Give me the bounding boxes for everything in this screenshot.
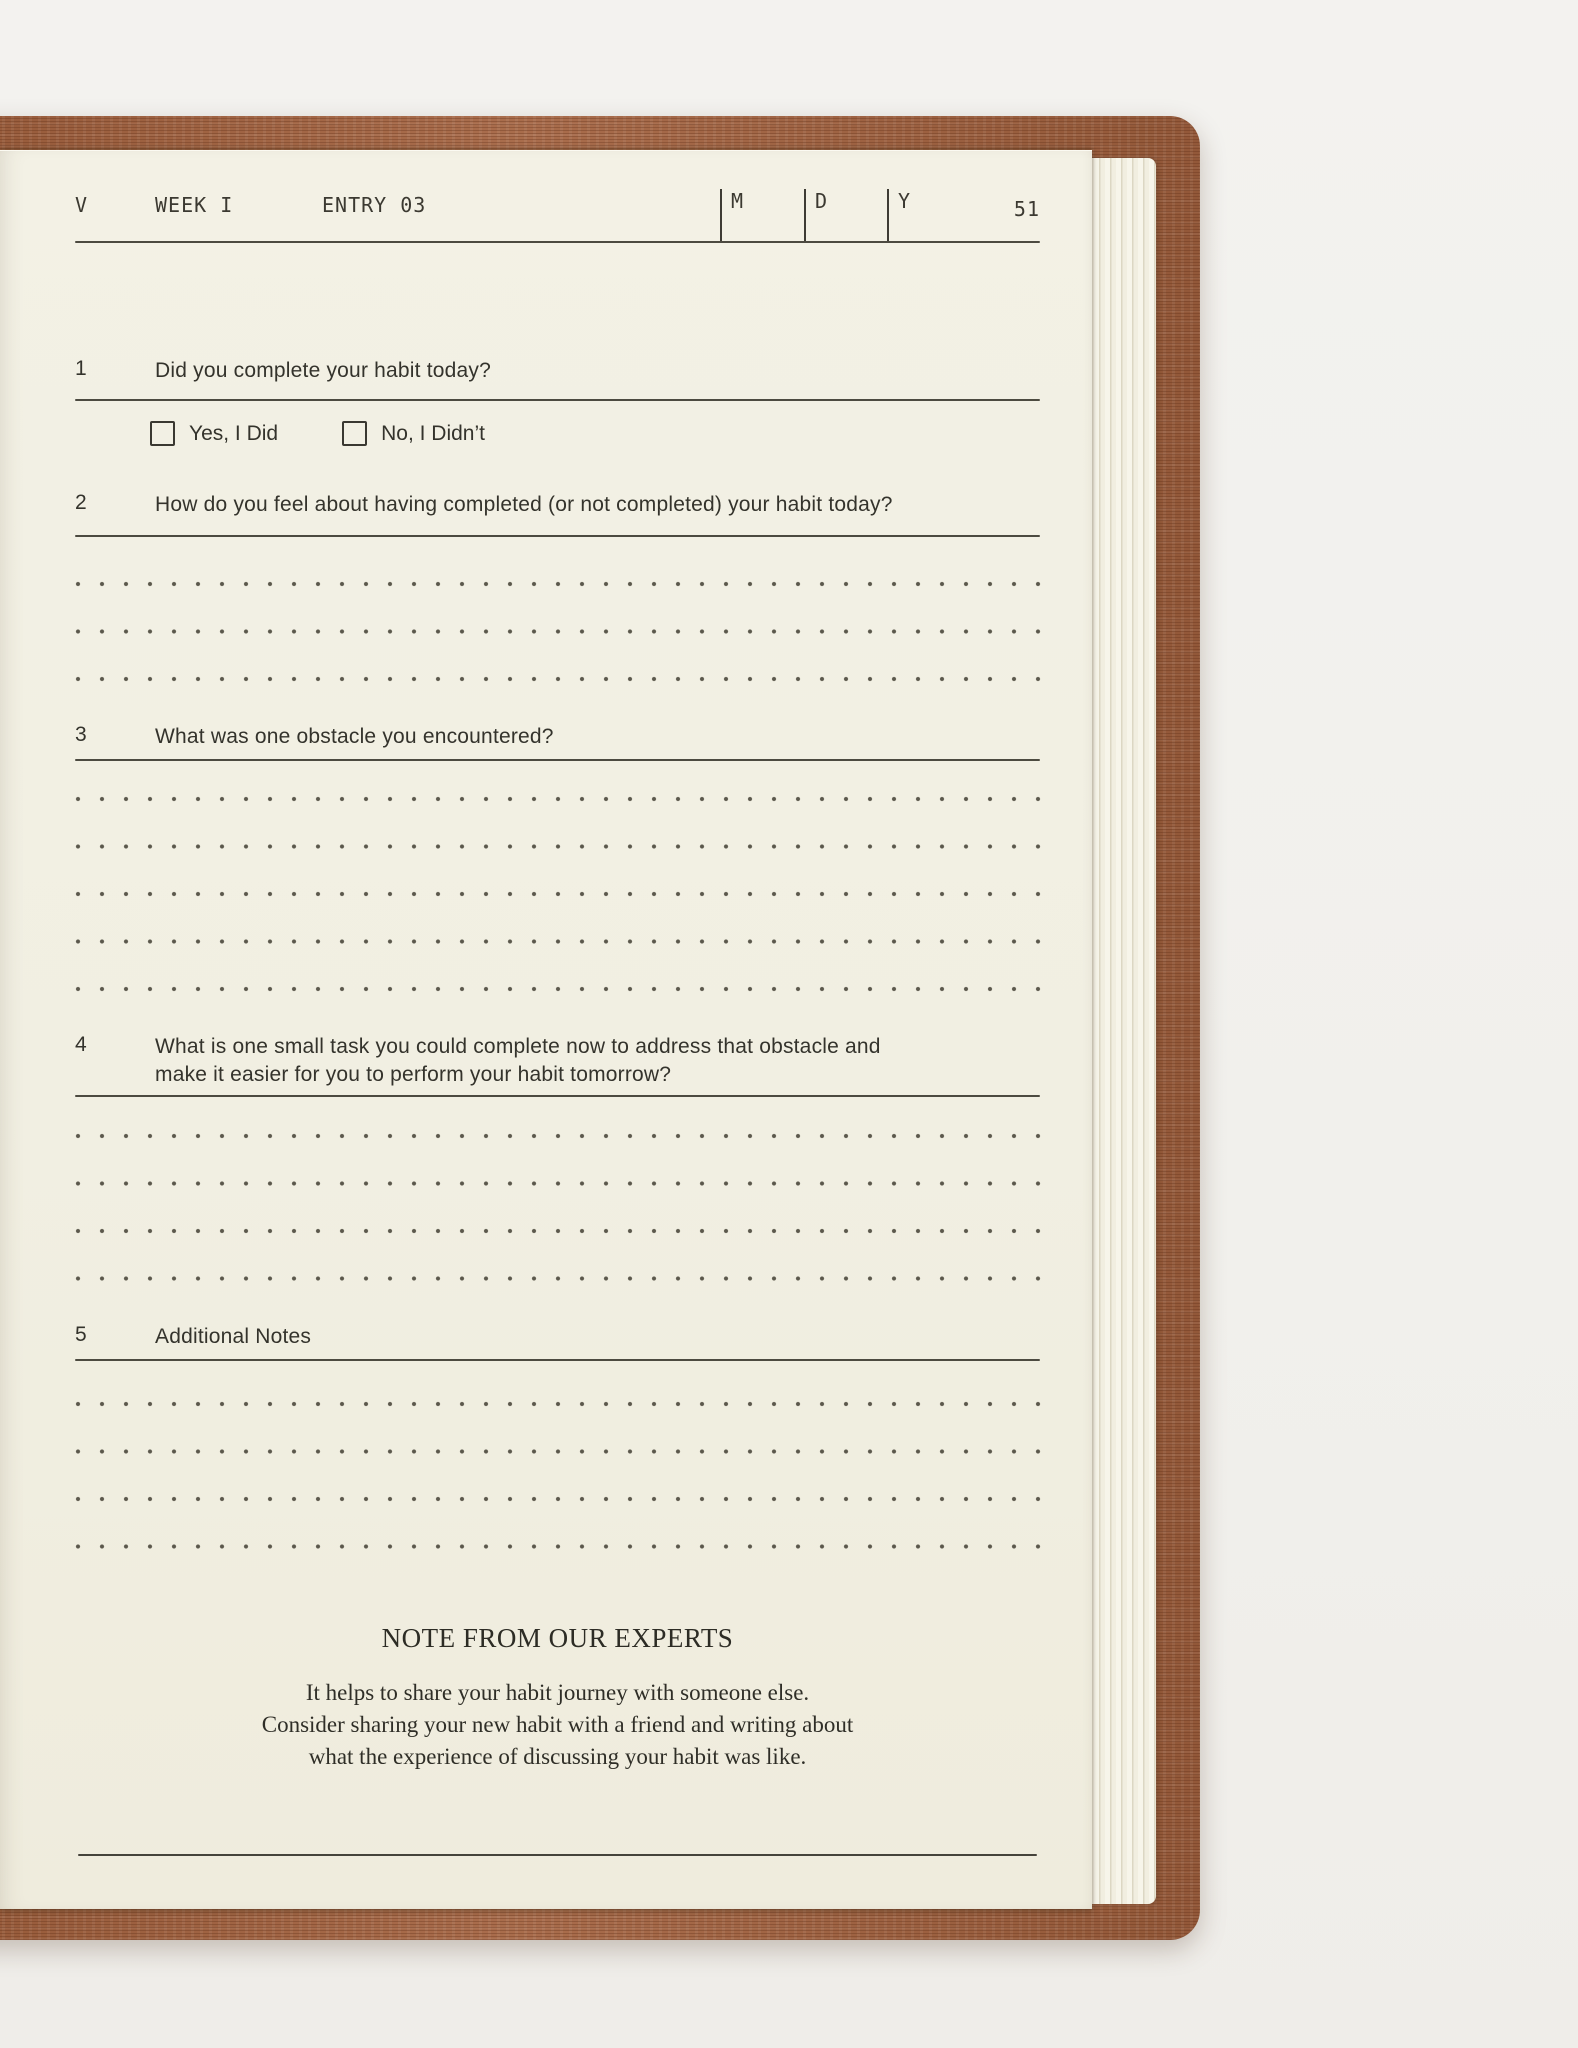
question-4-title xyxy=(155,1033,881,1089)
header-page-number: 51 xyxy=(1013,197,1040,221)
checkbox-no-label: No, I Didn’t xyxy=(381,421,485,445)
checkbox-yes[interactable] xyxy=(150,421,175,446)
question-5-answer-dots[interactable] xyxy=(75,1401,1041,1550)
date-field-day[interactable] xyxy=(804,189,887,241)
footer-divider xyxy=(78,1854,1037,1856)
question-1-title: Did you complete your habit today? xyxy=(155,359,491,382)
expert-note-line-1: It helps to share your habit journey with someone else. xyxy=(305,1680,810,1705)
question-4-title-line-2: make it easier for you to perform your habit tomorrow? xyxy=(155,1063,672,1086)
expert-note-line-3: what the experience of discussing your habit was like. xyxy=(308,1744,807,1769)
question-4-title-line-1: What is one small task you could complete now to address that obstacle and xyxy=(155,1035,881,1058)
question-4-answer-dots[interactable] xyxy=(75,1133,1041,1282)
question-4-number: 4 xyxy=(75,1033,87,1056)
header-volume: V xyxy=(75,193,89,217)
expert-note-line-2: Consider sharing your new habit with a friend and writing about xyxy=(261,1712,854,1737)
question-1-divider xyxy=(75,399,1040,401)
question-5-divider xyxy=(75,1359,1040,1361)
question-2-answer-dots[interactable] xyxy=(75,581,1041,682)
question-5-title: Additional Notes xyxy=(155,1325,312,1348)
header-divider xyxy=(75,241,1040,243)
question-3-title: What was one obstacle you encountered? xyxy=(155,725,554,748)
question-3-number: 3 xyxy=(75,723,87,746)
expert-note-heading: NOTE FROM OUR EXPERTS xyxy=(381,1623,734,1653)
date-field-month-label: M xyxy=(731,189,744,213)
question-3-divider xyxy=(75,759,1040,761)
question-1-options xyxy=(150,421,485,446)
expert-note-body xyxy=(75,1677,1040,1773)
question-2-number: 2 xyxy=(75,491,87,514)
question-2-divider xyxy=(75,535,1040,537)
journal-page xyxy=(0,150,1092,1909)
question-1-number: 1 xyxy=(75,357,87,380)
header-week: WEEK I xyxy=(155,193,234,217)
question-5-number: 5 xyxy=(75,1323,87,1346)
question-2-title: How do you feel about having completed (or not completed) your habit today? xyxy=(155,493,893,516)
question-3-answer-dots[interactable] xyxy=(75,796,1041,992)
date-field-year[interactable] xyxy=(887,189,968,241)
checkbox-no[interactable] xyxy=(342,421,367,446)
date-field-year-label: Y xyxy=(898,189,911,213)
date-field-day-label: D xyxy=(815,189,828,213)
header-entry: ENTRY 03 xyxy=(322,193,427,217)
checkbox-yes-label: Yes, I Did xyxy=(189,421,279,445)
date-field-month[interactable] xyxy=(720,189,805,241)
question-4-divider xyxy=(75,1095,1040,1097)
